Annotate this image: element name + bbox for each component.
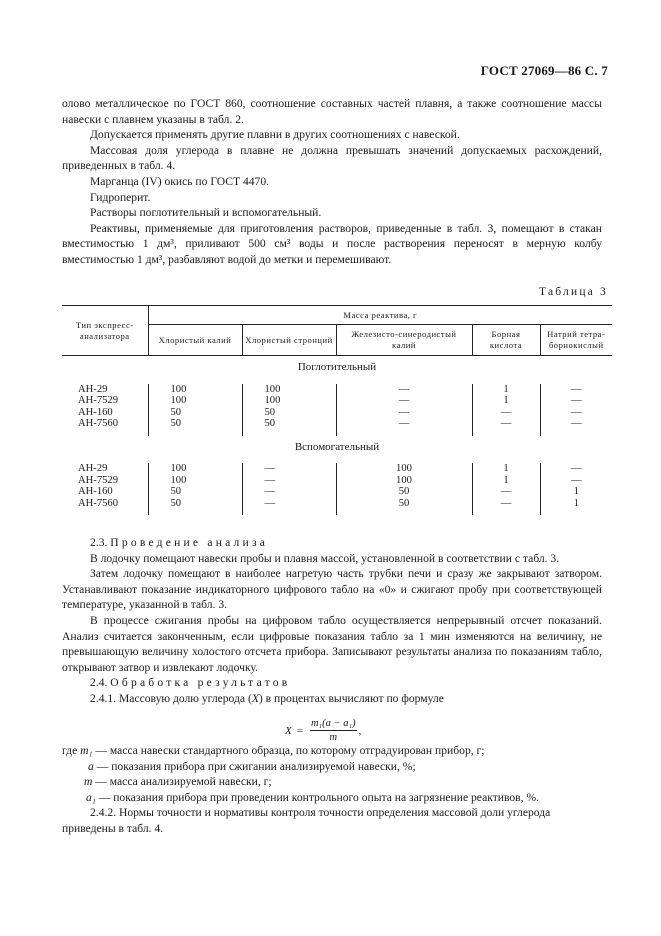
paragraph: В процессе сжигания пробы на цифровом табло осуществляется непрерывный отсчет показаний. Анализ считается законченным, если цифровые показания табло за 1 мин изменяются на величину, не превышающую величину холостого отсчета прибора. Записывают результаты анализа по показаниям табло, открывают затвор и извлекают лодочку. xyxy=(62,613,602,674)
text-fragment: ) в процентах вычисляют по формуле xyxy=(258,691,444,705)
symbol: a xyxy=(88,759,94,773)
section-title: Обработка результатов xyxy=(110,676,291,690)
paragraph: Массовая доля углерода в плавне не должна превышать значений допускаемых расхождений, приведенных в табл. 4. xyxy=(62,143,602,173)
symbol: m xyxy=(84,775,93,789)
table-cell: 50 xyxy=(336,486,472,498)
section-title: Вспомогательный xyxy=(294,440,380,453)
table-cell: 50 xyxy=(242,418,336,436)
table-row xyxy=(62,407,612,419)
section-heading xyxy=(62,535,602,551)
table-cell: 1 xyxy=(573,486,579,497)
formula-denominator: m xyxy=(329,732,338,743)
page-header: ГОСТ 27069—86 С. 7 xyxy=(480,63,608,78)
formula-fraction xyxy=(310,718,357,743)
table-cell: 1 xyxy=(472,384,540,396)
table-row xyxy=(62,498,612,516)
formula-numerator: m₁(a − a₁) xyxy=(310,718,356,729)
table-cell: 100 xyxy=(148,384,242,396)
paragraph: 2.4.2. Нормы точности и нормативы контроля точности определения массовой доли углерода приведены в табл. 4. xyxy=(62,806,551,835)
definition-item xyxy=(62,759,602,775)
table-cell: 100 xyxy=(336,463,472,475)
text-fragment: — масса навески стандартного образца, по которому отградуирован прибор, г; xyxy=(92,744,485,757)
table-cell: 100 xyxy=(148,463,242,475)
table-cell: — xyxy=(336,395,472,407)
table-cell: — xyxy=(570,395,582,406)
reagent-table-container xyxy=(62,305,612,515)
text-fragment: 2.4.1. Массовую долю углерода ( xyxy=(90,691,252,705)
analyzer-type-cell: АН-7560 xyxy=(62,498,148,516)
paragraph: Гидроперит. xyxy=(90,190,151,204)
table-cell: — xyxy=(570,406,582,418)
column-header: Хлористый калий xyxy=(148,325,242,356)
table-cell: 1 xyxy=(472,395,540,407)
definition-item xyxy=(62,790,602,806)
table-row xyxy=(62,475,612,487)
table-cell: 100 xyxy=(148,475,242,487)
table-cell: — xyxy=(242,498,336,516)
text-fragment: — показания прибора при проведении контрольного опыта на загрязнение реактивов, %. xyxy=(95,790,540,804)
table-cell: 100 xyxy=(336,475,472,487)
table-body xyxy=(62,356,612,516)
table-cell: — xyxy=(472,486,540,498)
symbol: X xyxy=(251,691,259,705)
paragraph: Растворы поглотительный и вспомогательный. xyxy=(90,206,322,220)
paragraph: Допускается применять другие плавни в других соотношениях с навеской. xyxy=(90,128,460,142)
paragraph: Затем лодочку помещают в наиболее нагретую часть трубки печи и сразу же закрывают затвором. Устанавливают показание индикаторного цифрового табло на «0» и сжигают пробу при соответствующей температуре, указанной в табл. 3. xyxy=(62,567,602,612)
paragraph: Марганца (IV) окись по ГОСТ 4470. xyxy=(90,174,270,188)
table-cell: 1 xyxy=(472,463,540,475)
formula-lhs: X xyxy=(285,724,292,737)
table-cell: — xyxy=(472,418,540,436)
table-cell: 1 xyxy=(573,497,579,509)
text-fragment: где xyxy=(62,744,81,757)
section-title: Поглотительный xyxy=(297,361,377,373)
column-header-type: Тип экспресс-анализатора xyxy=(62,306,148,356)
formula-equals: = xyxy=(296,724,303,737)
column-header: Борная кислота xyxy=(472,325,540,356)
table-cell: — xyxy=(242,463,336,475)
symbol: a₁ xyxy=(86,790,96,804)
definition-item xyxy=(62,774,602,790)
paragraph: Реактивы, применяемые для приготовления растворов, приведенные в табл. 3, помещают в стакан вместимостью 1 дм³, приливают 500 см³ воды и после растворения переносят в мерную колбу вместимостью 1 дм³, разбавляют водой до метки и перемешивают. xyxy=(62,221,602,266)
text-fragment: — масса анализируемой навески, г; xyxy=(92,775,272,789)
analyzer-type-cell: АН-7529 xyxy=(62,475,148,487)
table-cell: — xyxy=(570,418,582,429)
table-section-row xyxy=(62,356,612,384)
column-header-mass: Масса реактива, г xyxy=(148,306,612,325)
section-number: 2.3. xyxy=(90,536,108,549)
symbol: m₁ xyxy=(80,744,93,757)
section-title: Проведение анализа xyxy=(110,536,269,549)
table-cell: 50 xyxy=(242,407,336,419)
carbon-formula xyxy=(285,718,361,743)
table-cell: — xyxy=(242,486,336,498)
table-row xyxy=(62,395,612,407)
section-analysis xyxy=(62,535,602,707)
text-fragment: — показания прибора при сжигании анализируемой навески, %; xyxy=(93,759,416,773)
table-cell: 100 xyxy=(242,395,336,407)
column-header: Натрий тетра-борнокислый xyxy=(540,325,612,356)
definition-item xyxy=(62,743,602,759)
analyzer-type-cell: АН-160 xyxy=(62,407,148,419)
table-cell: — xyxy=(336,384,472,396)
paragraph: олово металлическое по ГОСТ 860, соотношение составных частей плавня, а также соотношение массы навески с плавнем указаны в табл. 2. xyxy=(62,97,602,126)
section-number: 2.4. xyxy=(90,676,108,690)
analyzer-type-cell: АН-29 xyxy=(62,384,148,396)
table-cell: — xyxy=(336,418,472,436)
paragraph: В лодочку помещают навески пробы и плавня массой, установленной в соответствии с табл. 3. xyxy=(90,551,560,565)
table-cell: 50 xyxy=(148,407,242,419)
column-header: Хлористый стронций xyxy=(242,325,336,356)
table-cell: — xyxy=(570,383,582,395)
table-cell: 100 xyxy=(242,384,336,396)
analyzer-type-cell: АН-160 xyxy=(62,486,148,498)
table-cell: — xyxy=(570,463,582,474)
table-cell: 50 xyxy=(148,418,242,436)
paragraph xyxy=(62,691,602,707)
analyzer-type-cell: АН-29 xyxy=(62,463,148,475)
table-cell: 50 xyxy=(148,498,242,516)
table-cell: — xyxy=(472,407,540,419)
table-row xyxy=(62,463,612,475)
reagent-table xyxy=(62,305,612,515)
formula-definitions xyxy=(62,743,602,837)
intro-text xyxy=(62,96,602,268)
table-cell: 100 xyxy=(148,395,242,407)
table-caption: Таблица 3 xyxy=(539,286,608,298)
table-row xyxy=(62,418,612,436)
table-cell: — xyxy=(242,475,336,487)
table-section-row xyxy=(62,436,612,464)
section-heading xyxy=(62,675,602,691)
table-cell: 50 xyxy=(148,486,242,498)
table-cell: — xyxy=(570,474,582,486)
table-cell: — xyxy=(336,407,472,419)
table-cell: 1 xyxy=(472,475,540,487)
table-row xyxy=(62,486,612,498)
column-header: Железисто-синеродистый калий xyxy=(336,325,472,356)
table-cell: — xyxy=(472,498,540,516)
formula-tail: , xyxy=(358,724,362,737)
analyzer-type-cell: АН-7560 xyxy=(62,418,148,436)
table-row xyxy=(62,384,612,396)
table-cell: 50 xyxy=(336,498,472,516)
analyzer-type-cell: АН-7529 xyxy=(62,395,148,407)
